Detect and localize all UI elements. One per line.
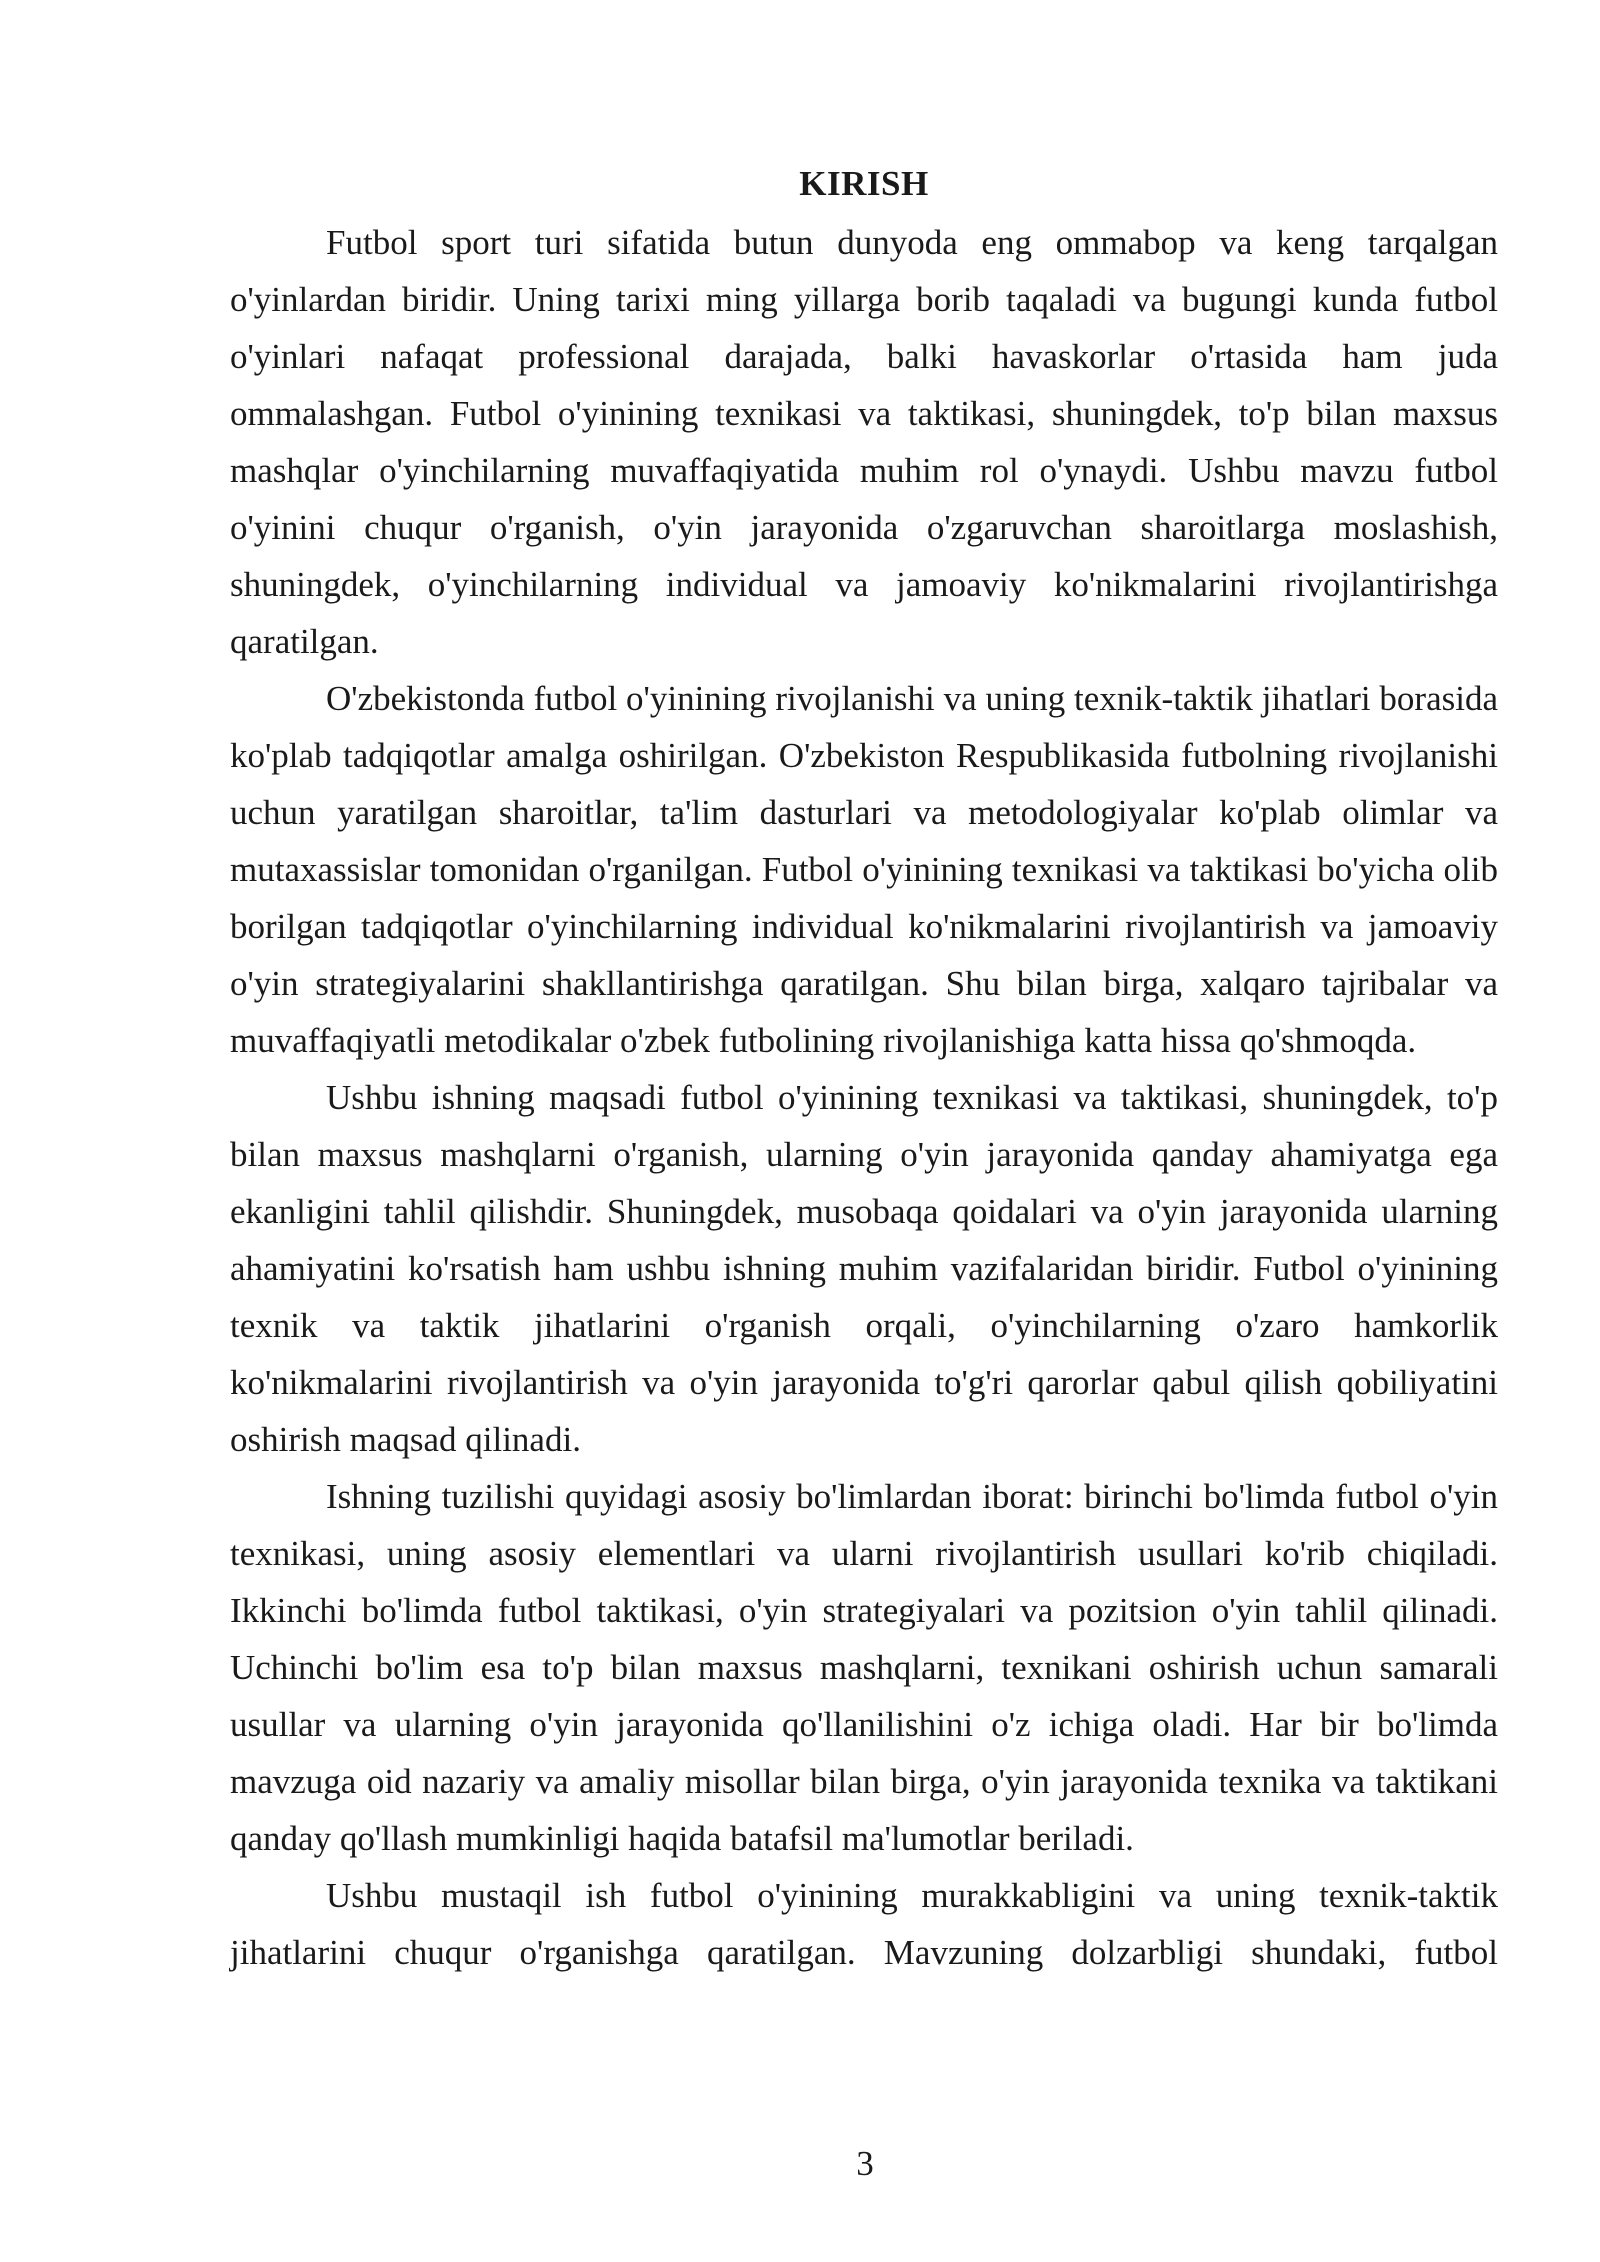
page-number: 3 xyxy=(856,2144,874,2183)
paragraph-intro: Futbol sport turi sifatida butun dunyoda eng ommabop va keng tarqalgan o'yinlardan biridir. Uning tarixi ming yillarga borib taqaladi va bugungi kunda futbol o'yinlari nafaqat professional darajada, balki havaskorlar o'rtasida ham juda ommalashgan. Futbol o'yinining texnikasi va taktikasi, shuningdek, to'p bilan maxsus mashqlar o'yinchilarning muvaffaqiyatida muhim rol o'ynaydi. Ushbu mavzu futbol o'yinini chuqur o'rganish, o'yin jarayonida o'zgaruvchan sharoitlarga moslashish, shuningdek, o'yinchilarning individual va jamoaviy ko'nikmalarini rivojlantirishga qaratilgan. xyxy=(230,223,1498,661)
paragraph-research: O'zbekistonda futbol o'yinining rivojlanishi va uning texnik-taktik jihatlari borasida ko'plab tadqiqotlar amalga oshirilgan. O'zbekiston Respublikasida futbolning rivojlanishi uchun yaratilgan sharoitlar, ta'lim dasturlari va metodologiyalar ko'plab olimlar va mutaxassislar tomonidan o'rganilgan. Futbol o'yinining texnikasi va taktikasi bo'yicha olib borilgan tadqiqotlar o'yinchilarning individual ko'nikmalarini rivojlantirish va jamoaviy o'yin strategiyalarini shakllantirishga qaratilgan. Shu bilan birga, xalqaro tajribalar va muvaffaqiyatli metodikalar o'zbek futbolining rivojlanishiga katta hissa qo'shmoqda. xyxy=(230,679,1498,1060)
paragraph-goal: Ushbu ishning maqsadi futbol o'yinining texnikasi va taktikasi, shuningdek, to'p bilan maxsus mashqlarni o'rganish, ularning o'yin jarayonida qanday ahamiyatga ega ekanligini tahlil qilishdir. Shuningdek, musobaqa qoidalari va o'yin jarayonida ularning ahamiyatini ko'rsatish ham ushbu ishning muhim vazifalaridan biridir. Futbol o'yinining texnik va taktik jihatlarini o'rganish orqali, o'yinchilarning o'zaro hamkorlik ko'nikmalarini rivojlantirish va o'yin jarayonida to'g'ri qarorlar qabul qilish qobiliyatini oshirish maqsad qilinadi. xyxy=(230,1078,1498,1459)
paragraph-relevance: Ushbu mustaqil ish futbol o'yinining murakkabligini va uning texnik-taktik jihatlarini chuqur o'rganishga qaratilgan. Mavzuning dolzarbligi shundaki, futbol xyxy=(230,1876,1498,1972)
page-title: KIRISH xyxy=(799,164,929,203)
document-page xyxy=(230,160,1498,1981)
paragraph-structure: Ishning tuzilishi quyidagi asosiy bo'limlardan iborat: birinchi bo'limda futbol o'yin texnikasi, uning asosiy elementlari va ularni rivojlantirish usullari ko'rib chiqiladi. Ikkinchi bo'limda futbol taktikasi, o'yin strategiyalari va pozitsion o'yin tahlil qilinadi. Uchinchi bo'lim esa to'p bilan maxsus mashqlarni, texnikani oshirish uchun samarali usullar va ularning o'yin jarayonida qo'llanilishini o'z ichiga oladi. Har bir bo'limda mavzuga oid nazariy va amaliy misollar bilan birga, o'yin jarayonida texnika va taktikani qanday qo'llash mumkinligi haqida batafsil ma'lumotlar beriladi. xyxy=(230,1477,1498,1858)
